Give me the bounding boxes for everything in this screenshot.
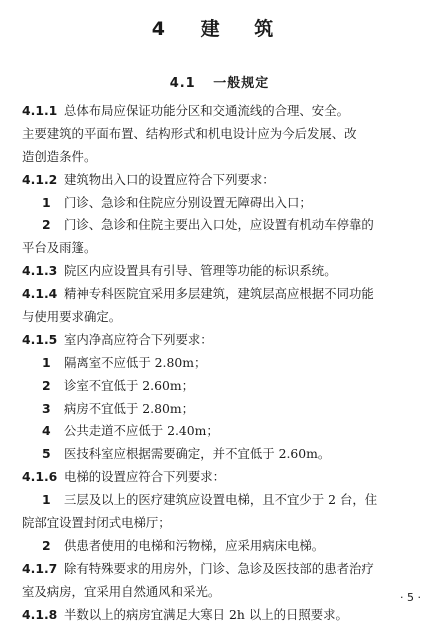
- chapter-number: 4: [151, 18, 166, 40]
- continuation-line: [22, 237, 424, 260]
- sub-item-line: [22, 375, 424, 398]
- sub-item-line: [22, 443, 424, 466]
- clause-text: 除有特殊要求的用房外，门诊、急诊及医技部的患者治疗: [64, 560, 374, 576]
- item-number: 4: [42, 423, 51, 439]
- clause-line: [22, 604, 424, 626]
- clause-text: 半数以上的病房宜满足大寒日 2h 以上的日照要求。: [64, 606, 348, 622]
- clause-text: 平台及雨篷。: [22, 240, 97, 256]
- section-title-text: 一般规定: [213, 76, 270, 91]
- clause-text: 供患者使用的电梯和污物梯，应采用病床电梯。: [64, 537, 325, 553]
- item-number: 1: [42, 354, 51, 370]
- chapter-title-char: 建: [200, 18, 221, 40]
- clause-text: 精神专科医院宜采用多层建筑，建筑层高应根据不同功能: [64, 286, 374, 302]
- clause-text: 公共走道不应低于 2.40m；: [64, 423, 219, 439]
- item-number: 5: [42, 446, 51, 462]
- clause-text: 与使用要求确定。: [22, 309, 122, 325]
- continuation-line: [22, 146, 424, 169]
- clause-line: [22, 260, 424, 283]
- clause-line: [22, 100, 424, 123]
- clause-text: 门诊、急诊和住院应分别设置无障碍出入口；: [64, 194, 312, 210]
- item-number: 2: [42, 217, 51, 233]
- page-number: · 5 ·: [400, 591, 421, 604]
- clause-text: 电梯的设置应符合下列要求：: [64, 469, 226, 485]
- clause-text: 诊室不宜低于 2.60m；: [64, 377, 195, 393]
- clause-line: [22, 169, 424, 192]
- chapter-title: [0, 14, 439, 41]
- clause-line: [22, 558, 424, 581]
- clause-text: 造创造条件。: [22, 148, 97, 164]
- sub-item-line: [22, 535, 424, 558]
- clause-number: 4.1.7: [22, 560, 58, 576]
- clause-line: [22, 329, 424, 352]
- chapter-title-char: 筑: [254, 18, 275, 40]
- clause-text: 院区内应设置具有引导、管理等功能的标识系统。: [64, 263, 337, 279]
- clause-text: 建筑物出入口的设置应符合下列要求：: [64, 171, 275, 187]
- clause-text: 总体布局应保证功能分区和交通流线的合理、安全。: [64, 103, 349, 118]
- clause-number: 4.1.2: [22, 171, 58, 187]
- clause-line: [22, 283, 424, 306]
- clause-number: 4.1.3: [22, 263, 58, 279]
- clause-text: 门诊、急诊和住院主要出入口处，应设置有机动车停靠的: [64, 217, 374, 233]
- clause-text: 室及病房，宜采用自然通风和采光。: [22, 583, 221, 599]
- continuation-line: [22, 581, 424, 604]
- sub-item-line: [22, 214, 424, 237]
- item-number: 1: [42, 194, 51, 210]
- clause-number: 4.1.8: [22, 606, 58, 622]
- sub-item-line: [22, 489, 424, 512]
- section-number: 4.1: [169, 76, 196, 91]
- item-number: 1: [42, 492, 51, 508]
- clause-list: [22, 100, 424, 626]
- continuation-line: [22, 123, 424, 146]
- clause-number: 4.1.5: [22, 331, 58, 347]
- clause-text: 院部宜设置封闭式电梯厅；: [22, 515, 171, 531]
- item-number: 3: [42, 400, 51, 416]
- sub-item-line: [22, 192, 424, 215]
- item-number: 2: [42, 377, 51, 393]
- clause-number: 4.1.6: [22, 469, 58, 485]
- sub-item-line: [22, 352, 424, 375]
- clause-text: 室内净高应符合下列要求：: [64, 331, 213, 347]
- item-number: 2: [42, 537, 51, 553]
- sub-item-line: [22, 398, 424, 421]
- clause-number: 4.1.1: [22, 103, 58, 118]
- clause-number: 4.1.4: [22, 286, 58, 302]
- clause-text: 隔离室不应低于 2.80m；: [64, 354, 207, 370]
- clause-text: 医技科室应根据需要确定，并不宜低于 2.60m。: [64, 446, 331, 462]
- section-title: [0, 72, 439, 91]
- sub-item-line: [22, 420, 424, 443]
- continuation-line: [22, 306, 424, 329]
- clause-text: 三层及以上的医疗建筑应设置电梯，且不宜少于 2 台，住: [64, 492, 378, 508]
- clause-line: [22, 466, 424, 489]
- clause-text: 主要建筑的平面布置、结构形式和机电设计应为今后发展、改: [22, 125, 357, 141]
- clause-text: 病房不宜低于 2.80m；: [64, 400, 195, 416]
- continuation-line: [22, 512, 424, 535]
